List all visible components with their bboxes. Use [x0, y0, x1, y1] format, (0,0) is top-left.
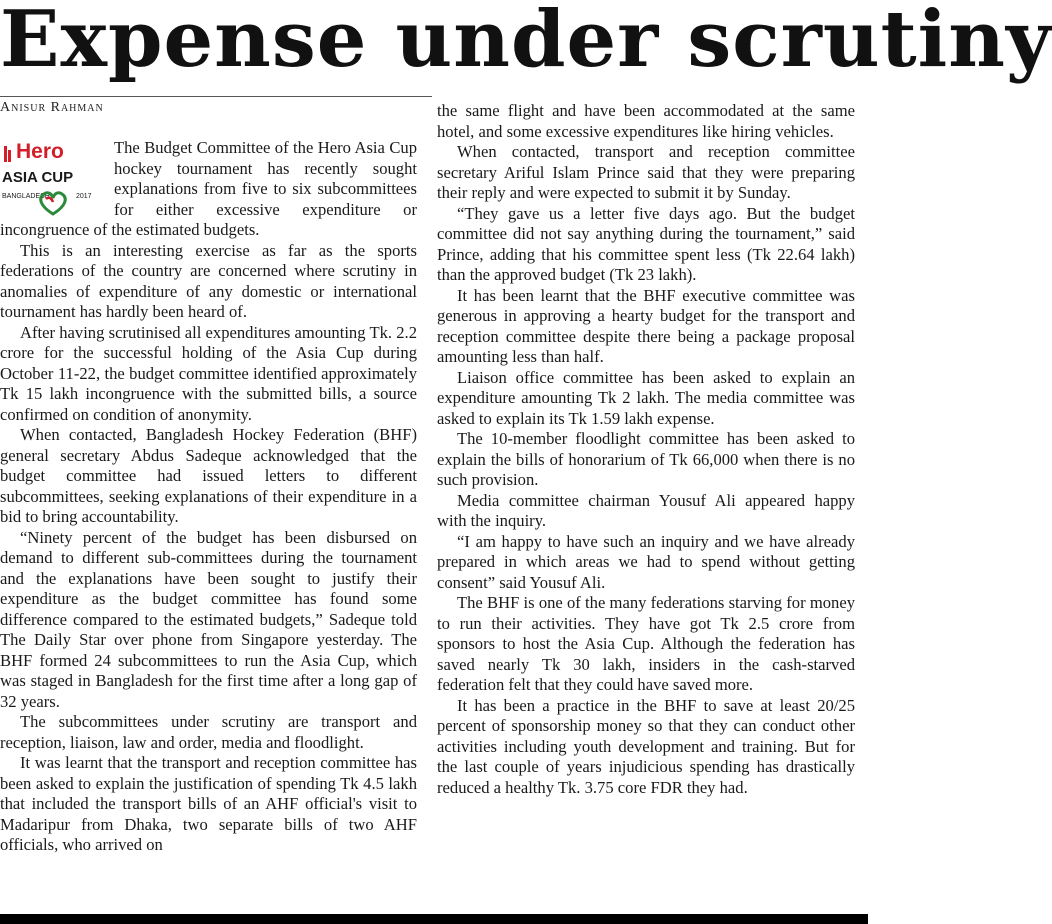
paragraph: “They gave us a letter five days ago. But the budget committee did not say anything during the tournament,” said Prince, adding that his committee spent less (Tk 22.64 lakh) than the approved budget (Tk 23 lakh).: [437, 203, 855, 284]
paragraph: This is an interesting exercise as far as the sports federations of the country are concerned where scrutiny in anomalies of expenditure of any domestic or international tournament has hardly been heard of.: [0, 240, 417, 321]
page-bottom-bar: [0, 914, 868, 924]
asia-cup-logo: [0, 138, 108, 220]
paragraph: When contacted, Bangladesh Hockey Federation (BHF) general secretary Abdus Sadeque acknowledged that the budget committee had issued letters to different subcommittees, seeking explanations of their expenditure in a bid to bring accountability.: [0, 425, 417, 526]
paragraph: The subcommittees under scrutiny are transport and reception, liaison, law and order, media and floodlight.: [0, 712, 417, 752]
paragraph: The Budget Committee of the Hero Asia Cup hockey tournament has recently sought explanations from five to six subcommittees for either excessive expenditure or incongruence of the estimated budgets.: [0, 138, 417, 239]
paragraph: It has been learnt that the BHF executive committee was generous in approving a hearty budget for the transport and reception committee despite there being a package proposal amounting less than half.: [437, 285, 855, 366]
headline: Expense under scrutiny: [0, 0, 1052, 85]
logo-brand: Hero: [16, 140, 64, 163]
paragraph: The BHF is one of the many federations starving for money to run their activities. They have got Tk 2.5 crore from sponsors to host the Asia Cup. Although the federation has saved nearly Tk 30 lakh, insiders in the cash-starved federation felt that they could have saved more.: [437, 593, 855, 694]
hero-mark-icon: [4, 146, 12, 162]
column-right: [437, 101, 855, 798]
heart-emblem-icon: [36, 190, 70, 216]
paragraph: When contacted, transport and reception committee secretary Ariful Islam Prince said that they were preparing their reply and were expected to submit it by Sunday.: [437, 142, 855, 202]
logo-location: BANGLADESH: [2, 193, 50, 200]
paragraph: After having scrutinised all expenditures amounting Tk. 2.2 crore for the successful holding of the Asia Cup during October 11-22, the budget committee identified approximately Tk 15 lakh incongruence with the submitted bills, a source confirmed on condition of anonymity.: [0, 322, 417, 424]
paragraph: “Ninety percent of the budget has been disbursed on demand to different sub-committees during the tournament and the explanations have been sought to justify their expenditure as the budget committee has found some difference compared to the estimated budgets,” Sadeque told The Daily Star over phone from Singapore yesterday. The BHF formed 24 subcommittees to run the Asia Cup, which was staged in Bangladesh for the first time after a long gap of 32 years.: [0, 527, 417, 711]
paragraph: “I am happy to have such an inquiry and we have already prepared in which areas we had to spend without getting consent” said Yousuf Ali.: [437, 531, 855, 592]
paragraph: Media committee chairman Yousuf Ali appeared happy with the inquiry.: [437, 490, 855, 530]
logo-event: ASIA CUP: [2, 169, 74, 186]
paragraph: Liaison office committee has been asked to explain an expenditure amounting Tk 2 lakh. The media committee was asked to explain its Tk 1.59 lakh expense.: [437, 367, 855, 428]
paragraph: It has been a practice in the BHF to save at least 20/25 percent of sponsorship money so that they can conduct other activities including youth development and training. But for the last couple of years injudicious spending has drastically reduced a healthy Tk. 3.75 core FDR they had.: [437, 695, 855, 797]
paragraph: The 10-member floodlight committee has been asked to explain the bills of honorarium of Tk 66,000 when there is no such provision.: [437, 429, 855, 489]
column-left: [0, 138, 417, 856]
paragraph: It was learnt that the transport and reception committee has been asked to explain the justification of spending Tk 4.5 lakh that included the transport bills of an AHF official's visit to Madaripur from Dhaka, two separate bills of two AHF officials, who arrived on: [0, 753, 417, 854]
headline-rule: [0, 96, 432, 97]
paragraph: the same flight and have been accommodated at the same hotel, and some excessive expenditures like hiring vehicles.: [437, 101, 855, 141]
byline: Anisur Rahman: [0, 100, 104, 115]
logo-year: 2017: [76, 193, 92, 200]
